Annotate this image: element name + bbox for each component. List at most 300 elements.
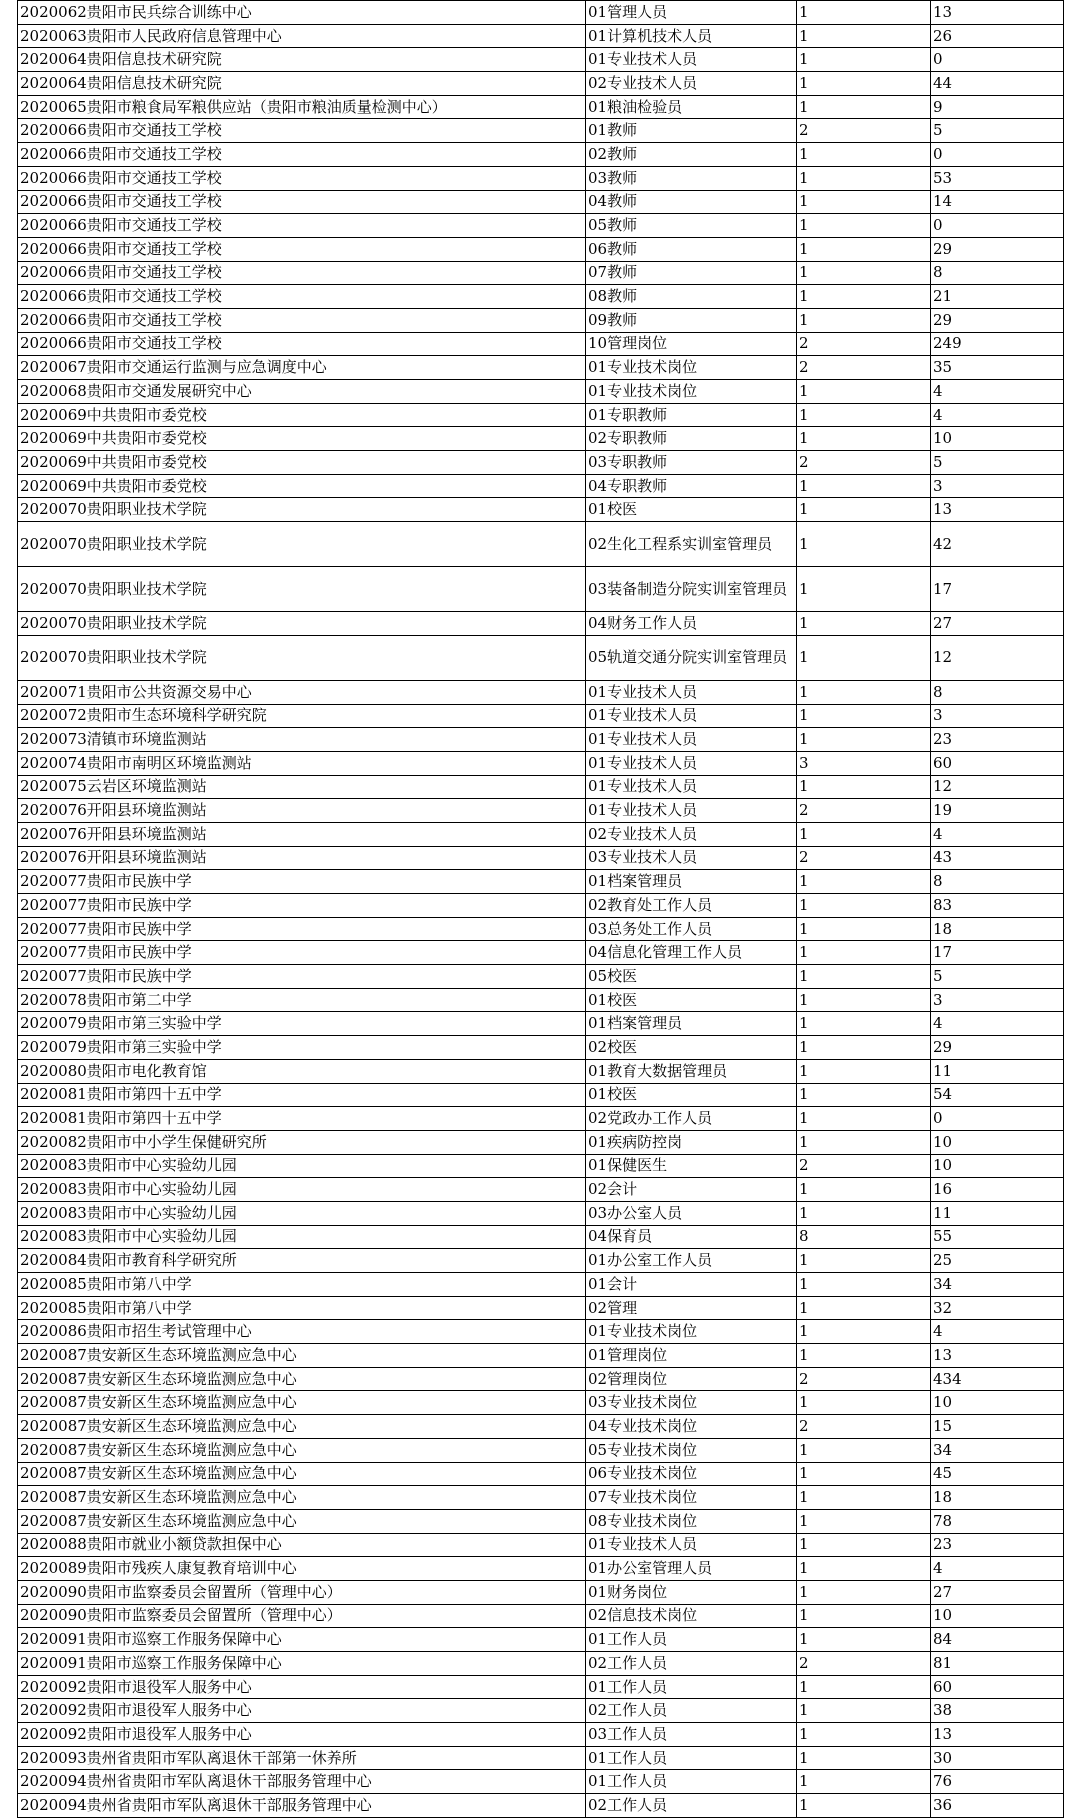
position-cell: 01粮油检验员 — [586, 95, 797, 119]
position-cell: 01专业技术人员 — [586, 728, 797, 752]
position-cell: 05轨道交通分院实训室管理员 — [586, 635, 797, 680]
position-cell: 01教育大数据管理员 — [586, 1059, 797, 1083]
applicants-cell: 249 — [931, 332, 1064, 356]
unit-cell: 2020087贵安新区生态环境监测应急中心 — [18, 1486, 586, 1510]
applicants-cell: 32 — [931, 1296, 1064, 1320]
applicants-cell: 83 — [931, 894, 1064, 918]
unit-cell: 2020075云岩区环境监测站 — [18, 775, 586, 799]
quota-cell: 2 — [797, 799, 931, 823]
position-cell: 10管理岗位 — [586, 332, 797, 356]
position-cell: 01专职教师 — [586, 403, 797, 427]
position-cell: 04专业技术岗位 — [586, 1415, 797, 1439]
position-cell: 02校医 — [586, 1036, 797, 1060]
unit-cell: 2020062贵阳市民兵综合训练中心 — [18, 1, 586, 25]
quota-cell: 1 — [797, 1107, 931, 1131]
unit-cell: 2020092贵阳市退役军人服务中心 — [18, 1723, 586, 1747]
table-row — [18, 214, 1064, 238]
unit-cell: 2020071贵阳市公共资源交易中心 — [18, 680, 586, 704]
quota-cell: 1 — [797, 1178, 931, 1202]
table-row — [18, 1746, 1064, 1770]
position-cell: 02党政办工作人员 — [586, 1107, 797, 1131]
position-cell: 01专业技术人员 — [586, 704, 797, 728]
applicants-cell: 25 — [931, 1249, 1064, 1273]
applicants-cell: 13 — [931, 498, 1064, 522]
applicants-cell: 10 — [931, 1154, 1064, 1178]
quota-cell: 1 — [797, 1557, 931, 1581]
position-cell: 02专职教师 — [586, 427, 797, 451]
table-row — [18, 1225, 1064, 1249]
unit-cell: 2020066贵阳市交通技工学校 — [18, 332, 586, 356]
applicants-cell: 10 — [931, 1130, 1064, 1154]
position-cell: 07专业技术岗位 — [586, 1486, 797, 1510]
unit-cell: 2020070贵阳职业技术学院 — [18, 567, 586, 612]
table-row — [18, 1794, 1064, 1818]
applicants-cell: 60 — [931, 751, 1064, 775]
position-cell: 06专业技术岗位 — [586, 1462, 797, 1486]
position-cell: 04教师 — [586, 190, 797, 214]
unit-cell: 2020090贵阳市监察委员会留置所（管理中心） — [18, 1604, 586, 1628]
unit-cell: 2020081贵阳市第四十五中学 — [18, 1107, 586, 1131]
unit-cell: 2020064贵阳信息技术研究院 — [18, 48, 586, 72]
quota-cell: 1 — [797, 1059, 931, 1083]
table-row — [18, 451, 1064, 475]
table-row — [18, 1391, 1064, 1415]
applicants-cell: 4 — [931, 1012, 1064, 1036]
unit-cell: 2020070贵阳职业技术学院 — [18, 612, 586, 636]
position-cell: 01管理岗位 — [586, 1344, 797, 1368]
unit-cell: 2020072贵阳市生态环境科学研究院 — [18, 704, 586, 728]
applicants-cell: 8 — [931, 261, 1064, 285]
quota-cell: 1 — [797, 1438, 931, 1462]
applicants-cell: 44 — [931, 72, 1064, 96]
unit-cell: 2020076开阳县环境监测站 — [18, 846, 586, 870]
quota-cell: 1 — [797, 635, 931, 680]
applicants-cell: 3 — [931, 704, 1064, 728]
quota-cell: 1 — [797, 427, 931, 451]
applicants-cell: 23 — [931, 728, 1064, 752]
quota-cell: 1 — [797, 1012, 931, 1036]
unit-cell: 2020076开阳县环境监测站 — [18, 799, 586, 823]
unit-cell: 2020066贵阳市交通技工学校 — [18, 261, 586, 285]
position-cell: 01专业技术人员 — [586, 775, 797, 799]
unit-cell: 2020087贵安新区生态环境监测应急中心 — [18, 1438, 586, 1462]
unit-cell: 2020079贵阳市第三实验中学 — [18, 1012, 586, 1036]
applicants-cell: 3 — [931, 988, 1064, 1012]
quota-cell: 8 — [797, 1225, 931, 1249]
table-row — [18, 775, 1064, 799]
quota-cell: 1 — [797, 285, 931, 309]
position-cell: 01专业技术人员 — [586, 799, 797, 823]
position-cell: 02生化工程系实训室管理员 — [586, 522, 797, 567]
table-row — [18, 1675, 1064, 1699]
quota-cell: 1 — [797, 1036, 931, 1060]
applicants-cell: 13 — [931, 1723, 1064, 1747]
applicants-cell: 53 — [931, 166, 1064, 190]
position-cell: 08专业技术岗位 — [586, 1509, 797, 1533]
table-body — [18, 1, 1064, 1818]
applicants-cell: 0 — [931, 48, 1064, 72]
quota-cell: 1 — [797, 1130, 931, 1154]
applicants-cell: 29 — [931, 1036, 1064, 1060]
unit-cell: 2020094贵州省贵阳市军队离退休干部服务管理中心 — [18, 1770, 586, 1794]
unit-cell: 2020077贵阳市民族中学 — [18, 894, 586, 918]
position-cell: 01工作人员 — [586, 1746, 797, 1770]
unit-cell: 2020083贵阳市中心实验幼儿园 — [18, 1225, 586, 1249]
position-cell: 03教师 — [586, 166, 797, 190]
applicants-cell: 13 — [931, 1344, 1064, 1368]
applicants-cell: 76 — [931, 1770, 1064, 1794]
table-row — [18, 941, 1064, 965]
table-row — [18, 1296, 1064, 1320]
quota-cell: 1 — [797, 988, 931, 1012]
quota-cell: 1 — [797, 190, 931, 214]
table-row — [18, 1509, 1064, 1533]
table-row — [18, 1154, 1064, 1178]
position-cell: 01保健医生 — [586, 1154, 797, 1178]
table-row — [18, 474, 1064, 498]
table-row — [18, 704, 1064, 728]
unit-cell: 2020091贵阳市巡察工作服务保障中心 — [18, 1652, 586, 1676]
position-cell: 03专职教师 — [586, 451, 797, 475]
table-row — [18, 1201, 1064, 1225]
table-row — [18, 680, 1064, 704]
unit-cell: 2020092贵阳市退役军人服务中心 — [18, 1699, 586, 1723]
table-row — [18, 237, 1064, 261]
position-cell: 01校医 — [586, 1083, 797, 1107]
applicants-cell: 14 — [931, 190, 1064, 214]
quota-cell: 1 — [797, 1794, 931, 1818]
table-row — [18, 95, 1064, 119]
unit-cell: 2020066贵阳市交通技工学校 — [18, 285, 586, 309]
quota-cell: 1 — [797, 567, 931, 612]
quota-cell: 1 — [797, 965, 931, 989]
unit-cell: 2020070贵阳职业技术学院 — [18, 635, 586, 680]
table-row — [18, 846, 1064, 870]
position-cell: 01管理人员 — [586, 1, 797, 25]
table-row — [18, 522, 1064, 567]
applicants-cell: 81 — [931, 1652, 1064, 1676]
quota-cell: 2 — [797, 1154, 931, 1178]
position-cell: 06教师 — [586, 237, 797, 261]
quota-cell: 1 — [797, 894, 931, 918]
applicants-cell: 26 — [931, 24, 1064, 48]
applicants-cell: 23 — [931, 1533, 1064, 1557]
position-cell: 01校医 — [586, 988, 797, 1012]
unit-cell: 2020087贵安新区生态环境监测应急中心 — [18, 1509, 586, 1533]
applicants-cell: 4 — [931, 1557, 1064, 1581]
unit-cell: 2020066贵阳市交通技工学校 — [18, 308, 586, 332]
position-cell: 01办公室管理人员 — [586, 1557, 797, 1581]
unit-cell: 2020064贵阳信息技术研究院 — [18, 72, 586, 96]
table-row — [18, 166, 1064, 190]
applicants-cell: 0 — [931, 1107, 1064, 1131]
position-cell: 02管理 — [586, 1296, 797, 1320]
applicants-cell: 10 — [931, 1604, 1064, 1628]
applicants-cell: 34 — [931, 1438, 1064, 1462]
position-cell: 01财务岗位 — [586, 1580, 797, 1604]
applicants-cell: 36 — [931, 1794, 1064, 1818]
table-row — [18, 1107, 1064, 1131]
applicants-cell: 3 — [931, 474, 1064, 498]
unit-cell: 2020069中共贵阳市委党校 — [18, 403, 586, 427]
position-cell: 01专业技术人员 — [586, 48, 797, 72]
table-row — [18, 1438, 1064, 1462]
unit-cell: 2020077贵阳市民族中学 — [18, 941, 586, 965]
unit-cell: 2020088贵阳市就业小额贷款担保中心 — [18, 1533, 586, 1557]
quota-cell: 1 — [797, 1746, 931, 1770]
table-row — [18, 72, 1064, 96]
position-cell: 04保育员 — [586, 1225, 797, 1249]
quota-cell: 1 — [797, 1083, 931, 1107]
quota-cell: 1 — [797, 870, 931, 894]
quota-cell: 2 — [797, 846, 931, 870]
table-row — [18, 1723, 1064, 1747]
unit-cell: 2020066贵阳市交通技工学校 — [18, 166, 586, 190]
position-cell: 03办公室人员 — [586, 1201, 797, 1225]
position-cell: 04财务工作人员 — [586, 612, 797, 636]
unit-cell: 2020092贵阳市退役军人服务中心 — [18, 1675, 586, 1699]
applicants-cell: 5 — [931, 965, 1064, 989]
quota-cell: 1 — [797, 403, 931, 427]
table-row — [18, 1604, 1064, 1628]
applicants-cell: 434 — [931, 1367, 1064, 1391]
position-cell: 02工作人员 — [586, 1699, 797, 1723]
position-cell: 01专业技术人员 — [586, 751, 797, 775]
position-cell: 02工作人员 — [586, 1794, 797, 1818]
table-row — [18, 48, 1064, 72]
table-row — [18, 1130, 1064, 1154]
position-cell: 02专业技术人员 — [586, 822, 797, 846]
position-cell: 09教师 — [586, 308, 797, 332]
quota-cell: 1 — [797, 1273, 931, 1297]
position-cell: 01工作人员 — [586, 1675, 797, 1699]
position-cell: 05专业技术岗位 — [586, 1438, 797, 1462]
quota-cell: 1 — [797, 1509, 931, 1533]
table-row — [18, 427, 1064, 451]
quota-cell: 1 — [797, 612, 931, 636]
position-cell: 01专业技术人员 — [586, 680, 797, 704]
unit-cell: 2020076开阳县环境监测站 — [18, 822, 586, 846]
unit-cell: 2020080贵阳市电化教育馆 — [18, 1059, 586, 1083]
position-cell: 04信息化管理工作人员 — [586, 941, 797, 965]
quota-cell: 1 — [797, 1675, 931, 1699]
table-row — [18, 143, 1064, 167]
unit-cell: 2020069中共贵阳市委党校 — [18, 474, 586, 498]
applicants-cell: 13 — [931, 1, 1064, 25]
position-cell: 03装备制造分院实训室管理员 — [586, 567, 797, 612]
position-cell: 01档案管理员 — [586, 870, 797, 894]
applicants-cell: 78 — [931, 1509, 1064, 1533]
table-row — [18, 1462, 1064, 1486]
table-row — [18, 380, 1064, 404]
applicants-cell: 10 — [931, 427, 1064, 451]
quota-cell: 1 — [797, 941, 931, 965]
quota-cell: 1 — [797, 1201, 931, 1225]
table-row — [18, 1557, 1064, 1581]
table-row — [18, 612, 1064, 636]
applicants-cell: 4 — [931, 822, 1064, 846]
unit-cell: 2020094贵州省贵阳市军队离退休干部服务管理中心 — [18, 1794, 586, 1818]
applicants-cell: 9 — [931, 95, 1064, 119]
position-cell: 03专业技术岗位 — [586, 1391, 797, 1415]
table-row — [18, 190, 1064, 214]
applicants-cell: 17 — [931, 567, 1064, 612]
quota-cell: 1 — [797, 237, 931, 261]
applicants-cell: 5 — [931, 119, 1064, 143]
table-row — [18, 1, 1064, 25]
quota-cell: 1 — [797, 522, 931, 567]
table-row — [18, 308, 1064, 332]
quota-cell: 1 — [797, 498, 931, 522]
applicants-cell: 19 — [931, 799, 1064, 823]
quota-cell: 2 — [797, 332, 931, 356]
unit-cell: 2020087贵安新区生态环境监测应急中心 — [18, 1344, 586, 1368]
unit-cell: 2020066贵阳市交通技工学校 — [18, 143, 586, 167]
table-row — [18, 1273, 1064, 1297]
applicants-cell: 8 — [931, 680, 1064, 704]
table-row — [18, 1083, 1064, 1107]
position-cell: 02管理岗位 — [586, 1367, 797, 1391]
unit-cell: 2020068贵阳市交通发展研究中心 — [18, 380, 586, 404]
quota-cell: 2 — [797, 356, 931, 380]
table-row — [18, 1533, 1064, 1557]
quota-cell: 1 — [797, 917, 931, 941]
table-row — [18, 988, 1064, 1012]
quota-cell: 1 — [797, 261, 931, 285]
table-row — [18, 1320, 1064, 1344]
table-row — [18, 119, 1064, 143]
applicants-cell: 27 — [931, 612, 1064, 636]
applicants-cell: 16 — [931, 1178, 1064, 1202]
applicants-cell: 11 — [931, 1059, 1064, 1083]
table-row — [18, 965, 1064, 989]
unit-cell: 2020070贵阳职业技术学院 — [18, 522, 586, 567]
position-cell: 02工作人员 — [586, 1652, 797, 1676]
position-cell: 04专职教师 — [586, 474, 797, 498]
applicants-cell: 12 — [931, 635, 1064, 680]
quota-cell: 1 — [797, 1604, 931, 1628]
unit-cell: 2020085贵阳市第八中学 — [18, 1296, 586, 1320]
position-cell: 01校医 — [586, 498, 797, 522]
quota-cell: 1 — [797, 1628, 931, 1652]
table-row — [18, 332, 1064, 356]
position-cell: 01计算机技术人员 — [586, 24, 797, 48]
quota-cell: 1 — [797, 1391, 931, 1415]
quota-cell: 2 — [797, 1652, 931, 1676]
position-cell: 02专业技术人员 — [586, 72, 797, 96]
quota-cell: 1 — [797, 1770, 931, 1794]
unit-cell: 2020066贵阳市交通技工学校 — [18, 190, 586, 214]
unit-cell: 2020074贵阳市南明区环境监测站 — [18, 751, 586, 775]
position-cell: 03总务处工作人员 — [586, 917, 797, 941]
applicants-cell: 60 — [931, 1675, 1064, 1699]
quota-cell: 1 — [797, 775, 931, 799]
position-table — [17, 0, 1064, 1818]
quota-cell: 2 — [797, 451, 931, 475]
quota-cell: 1 — [797, 214, 931, 238]
unit-cell: 2020073清镇市环境监测站 — [18, 728, 586, 752]
table-row — [18, 1036, 1064, 1060]
applicants-cell: 11 — [931, 1201, 1064, 1225]
unit-cell: 2020085贵阳市第八中学 — [18, 1273, 586, 1297]
unit-cell: 2020090贵阳市监察委员会留置所（管理中心） — [18, 1580, 586, 1604]
table-row — [18, 751, 1064, 775]
applicants-cell: 4 — [931, 380, 1064, 404]
quota-cell: 2 — [797, 119, 931, 143]
position-cell: 02教师 — [586, 143, 797, 167]
position-cell: 08教师 — [586, 285, 797, 309]
table-row — [18, 261, 1064, 285]
applicants-cell: 4 — [931, 1320, 1064, 1344]
unit-cell: 2020077贵阳市民族中学 — [18, 965, 586, 989]
quota-cell: 1 — [797, 1723, 931, 1747]
position-cell: 01教师 — [586, 119, 797, 143]
table-row — [18, 870, 1064, 894]
position-cell: 02教育处工作人员 — [586, 894, 797, 918]
table-row — [18, 728, 1064, 752]
unit-cell: 2020083贵阳市中心实验幼儿园 — [18, 1154, 586, 1178]
unit-cell: 2020077贵阳市民族中学 — [18, 870, 586, 894]
table-row — [18, 1580, 1064, 1604]
quota-cell: 1 — [797, 1580, 931, 1604]
quota-cell: 1 — [797, 1699, 931, 1723]
applicants-cell: 15 — [931, 1415, 1064, 1439]
position-cell: 01疾病防控岗 — [586, 1130, 797, 1154]
table-row — [18, 1770, 1064, 1794]
table-row — [18, 1699, 1064, 1723]
position-cell: 05教师 — [586, 214, 797, 238]
table-row — [18, 1059, 1064, 1083]
table-row — [18, 1178, 1064, 1202]
unit-cell: 2020083贵阳市中心实验幼儿园 — [18, 1178, 586, 1202]
unit-cell: 2020087贵安新区生态环境监测应急中心 — [18, 1391, 586, 1415]
table-row — [18, 822, 1064, 846]
applicants-cell: 38 — [931, 1699, 1064, 1723]
unit-cell: 2020087贵安新区生态环境监测应急中心 — [18, 1462, 586, 1486]
applicants-cell: 34 — [931, 1273, 1064, 1297]
quota-cell: 2 — [797, 1415, 931, 1439]
position-cell: 07教师 — [586, 261, 797, 285]
unit-cell: 2020078贵阳市第二中学 — [18, 988, 586, 1012]
position-cell: 03工作人员 — [586, 1723, 797, 1747]
applicants-cell: 10 — [931, 1391, 1064, 1415]
quota-cell: 1 — [797, 95, 931, 119]
unit-cell: 2020066贵阳市交通技工学校 — [18, 214, 586, 238]
quota-cell: 1 — [797, 1296, 931, 1320]
position-cell: 01专业技术岗位 — [586, 356, 797, 380]
unit-cell: 2020086贵阳市招生考试管理中心 — [18, 1320, 586, 1344]
quota-cell: 1 — [797, 1486, 931, 1510]
table-row — [18, 917, 1064, 941]
unit-cell: 2020069中共贵阳市委党校 — [18, 427, 586, 451]
applicants-cell: 21 — [931, 285, 1064, 309]
table-row — [18, 799, 1064, 823]
position-cell: 01档案管理员 — [586, 1012, 797, 1036]
applicants-cell: 8 — [931, 870, 1064, 894]
unit-cell: 2020083贵阳市中心实验幼儿园 — [18, 1201, 586, 1225]
unit-cell: 2020077贵阳市民族中学 — [18, 917, 586, 941]
position-cell: 01专业技术岗位 — [586, 380, 797, 404]
table-row — [18, 1652, 1064, 1676]
table-row — [18, 1344, 1064, 1368]
table-row — [18, 24, 1064, 48]
applicants-cell: 45 — [931, 1462, 1064, 1486]
table-row — [18, 1486, 1064, 1510]
quota-cell: 3 — [797, 751, 931, 775]
unit-cell: 2020093贵州省贵阳市军队离退休干部第一休养所 — [18, 1746, 586, 1770]
unit-cell: 2020081贵阳市第四十五中学 — [18, 1083, 586, 1107]
position-cell: 01工作人员 — [586, 1628, 797, 1652]
